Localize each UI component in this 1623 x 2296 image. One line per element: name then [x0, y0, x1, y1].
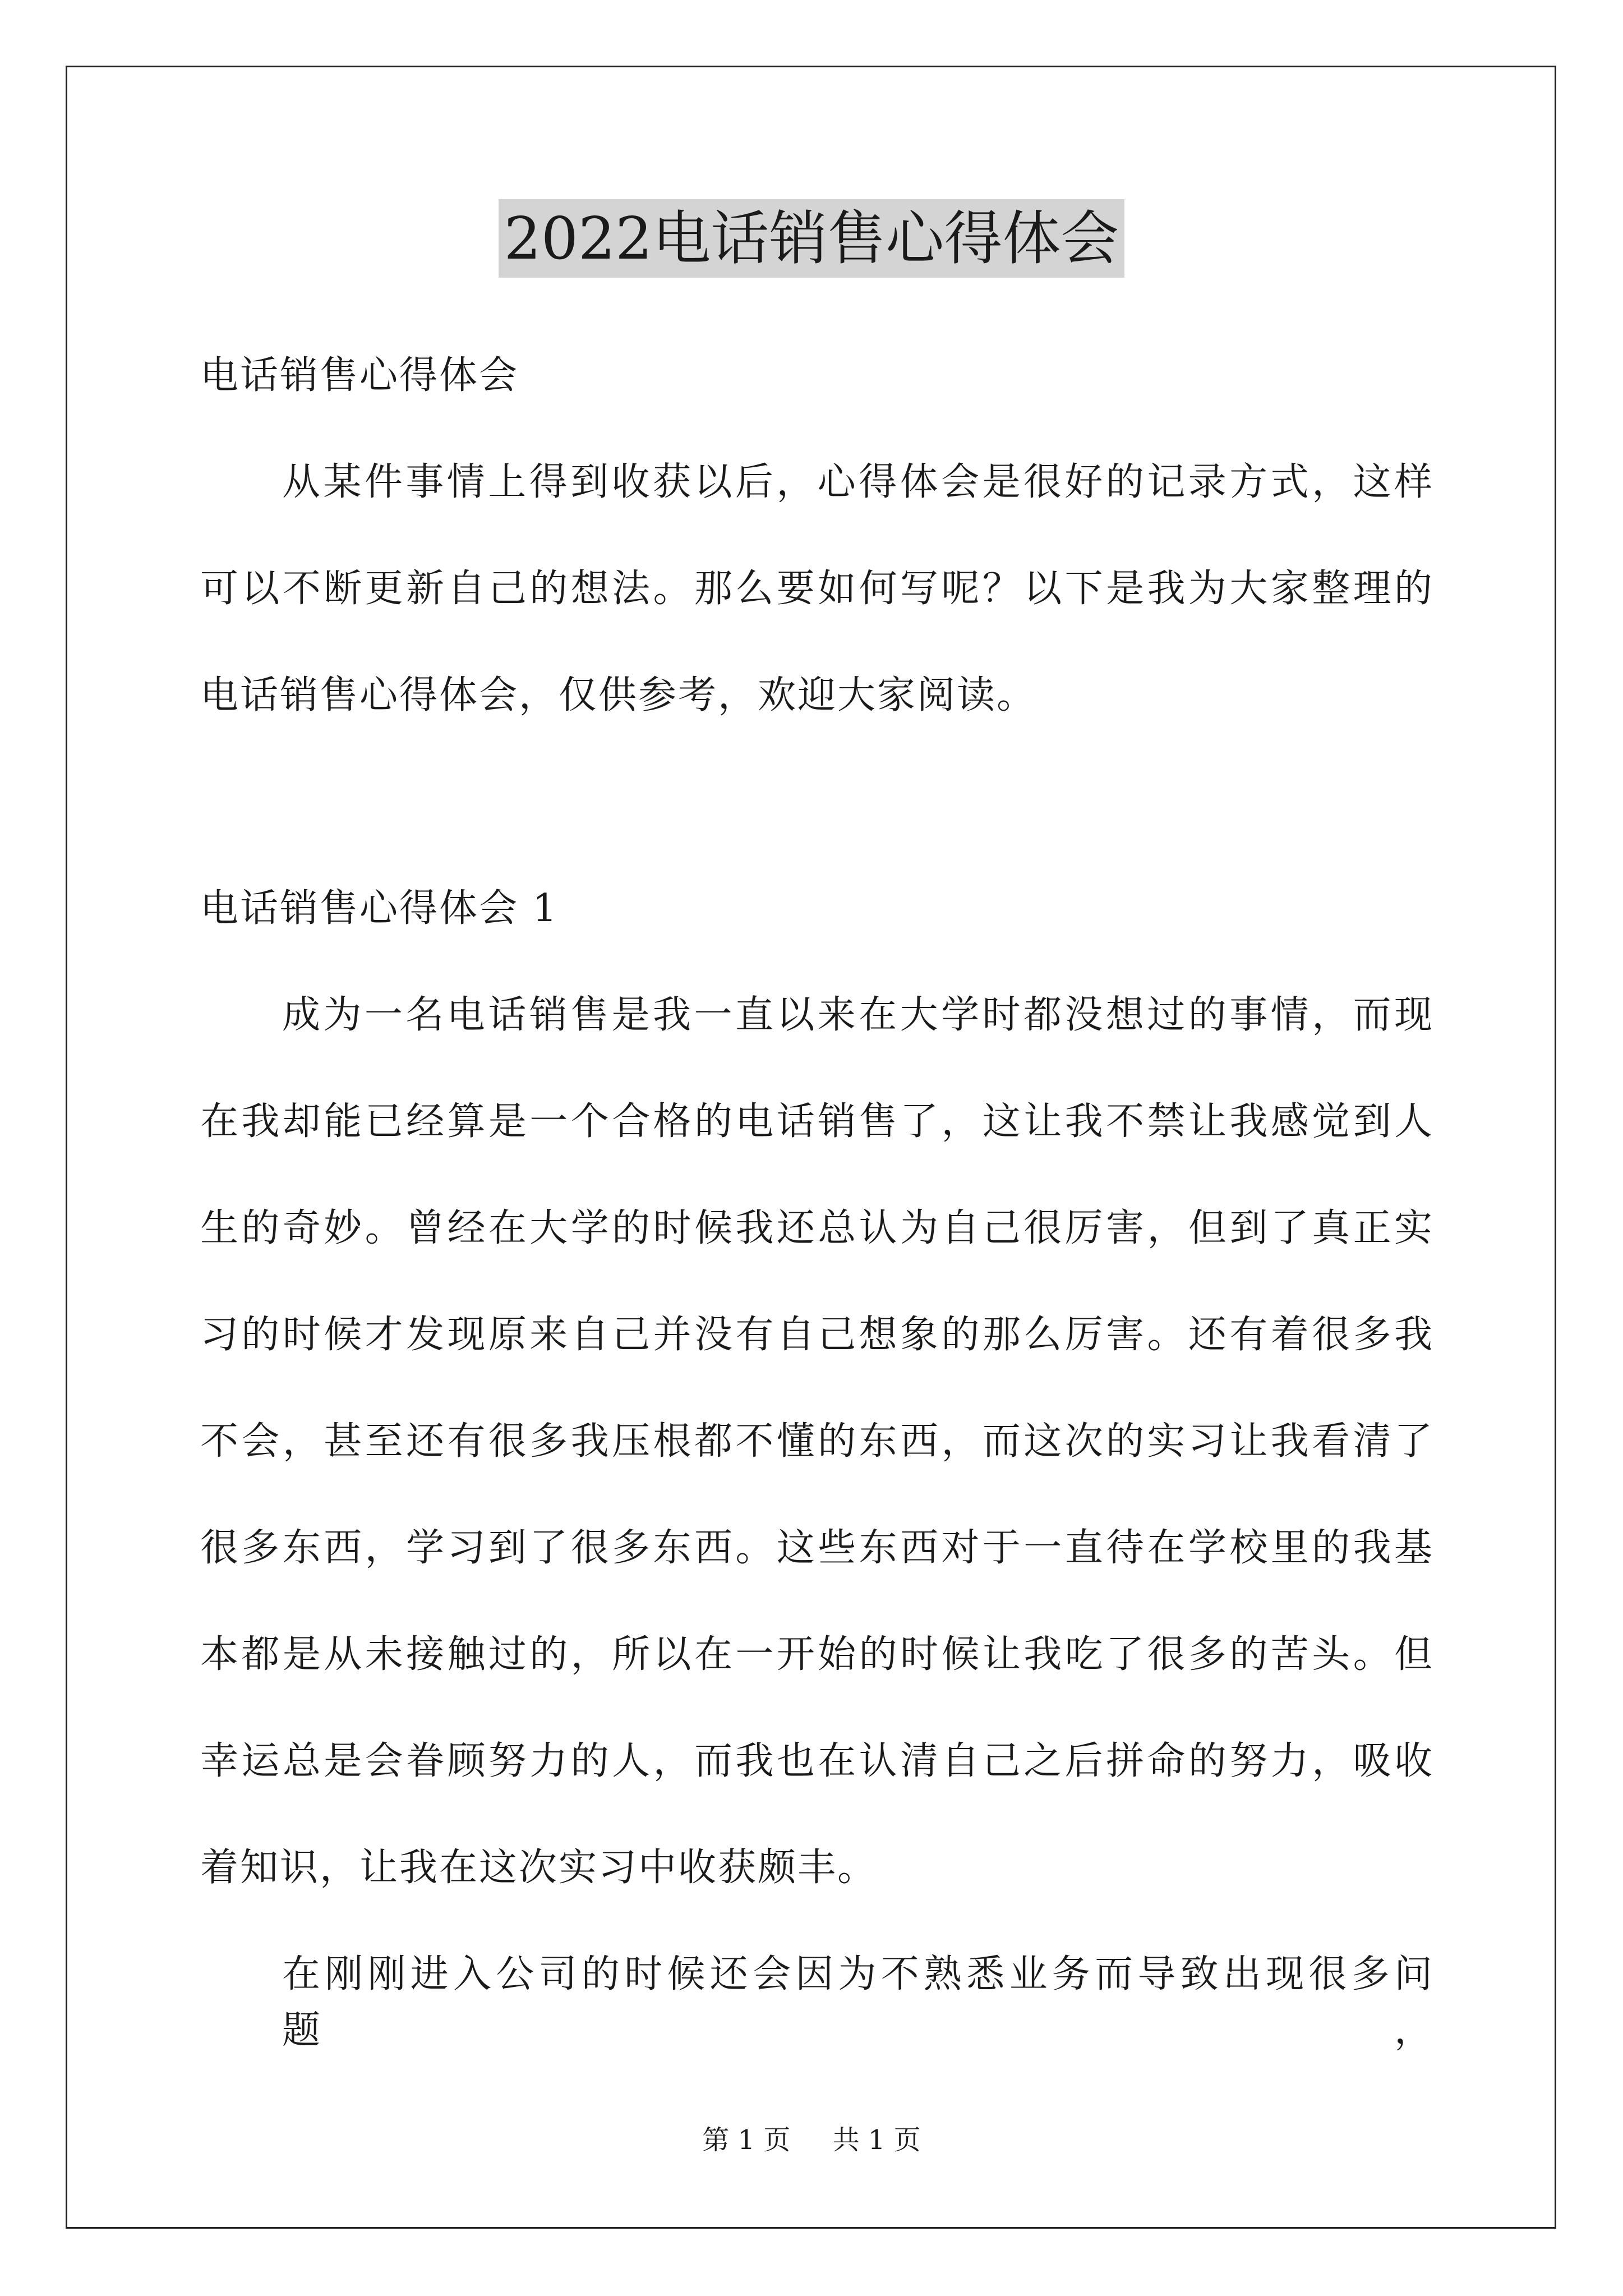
paragraph-line: 成为一名电话销售是我一直以来在大学时都没想过的事情，而现 — [282, 993, 1434, 1037]
paragraph-line: 在我却能已经算是一个合格的电话销售了，这让我不禁让我感觉到人 — [200, 1099, 1434, 1144]
page-footer — [0, 2120, 1623, 2160]
paragraph-line: 生的奇妙。曾经在大学的时候我还总认为自己很厉害，但到了真正实 — [200, 1206, 1434, 1250]
paragraph-line: 习的时候才发现原来自己并没有自己想象的那么厉害。还有着很多我 — [200, 1313, 1434, 1357]
paragraph-line: 很多东西，学习到了很多东西。这些东西对于一直待在学校里的我基 — [200, 1526, 1434, 1570]
paragraph-line: 在刚刚进入公司的时候还会因为不熟悉业务而导致出现很多问题， — [282, 1952, 1434, 2053]
intro-line: 从某件事情上得到收获以后，心得体会是很好的记录方式，这样 — [282, 460, 1434, 504]
page-number: 第 1 页 — [702, 2124, 791, 2156]
document-title — [0, 199, 1623, 278]
paragraph-line: 幸运总是会眷顾努力的人，而我也在认清自己之后拼命的努力，吸收 — [200, 1739, 1434, 1783]
section-heading: 电话销售心得体会 1 — [200, 886, 559, 931]
paragraph-line: 着知识，让我在这次实习中收获颇丰。 — [200, 1846, 878, 1890]
paragraph-line: 本都是从未接触过的，所以在一开始的时候让我吃了很多的苦头。但 — [200, 1632, 1434, 1677]
paragraph-line: 不会，甚至还有很多我压根都不懂的东西，而这次的实习让我看清了 — [200, 1419, 1434, 1464]
page-total: 共 1 页 — [832, 2124, 921, 2156]
intro-heading: 电话销售心得体会 — [200, 353, 519, 398]
intro-line: 可以不断更新自己的想法。那么要如何写呢？以下是我为大家整理的 — [200, 567, 1434, 611]
intro-line: 电话销售心得体会，仅供参考，欢迎大家阅读。 — [200, 673, 1037, 717]
document-title-text: 2022电话销售心得体会 — [499, 199, 1125, 278]
